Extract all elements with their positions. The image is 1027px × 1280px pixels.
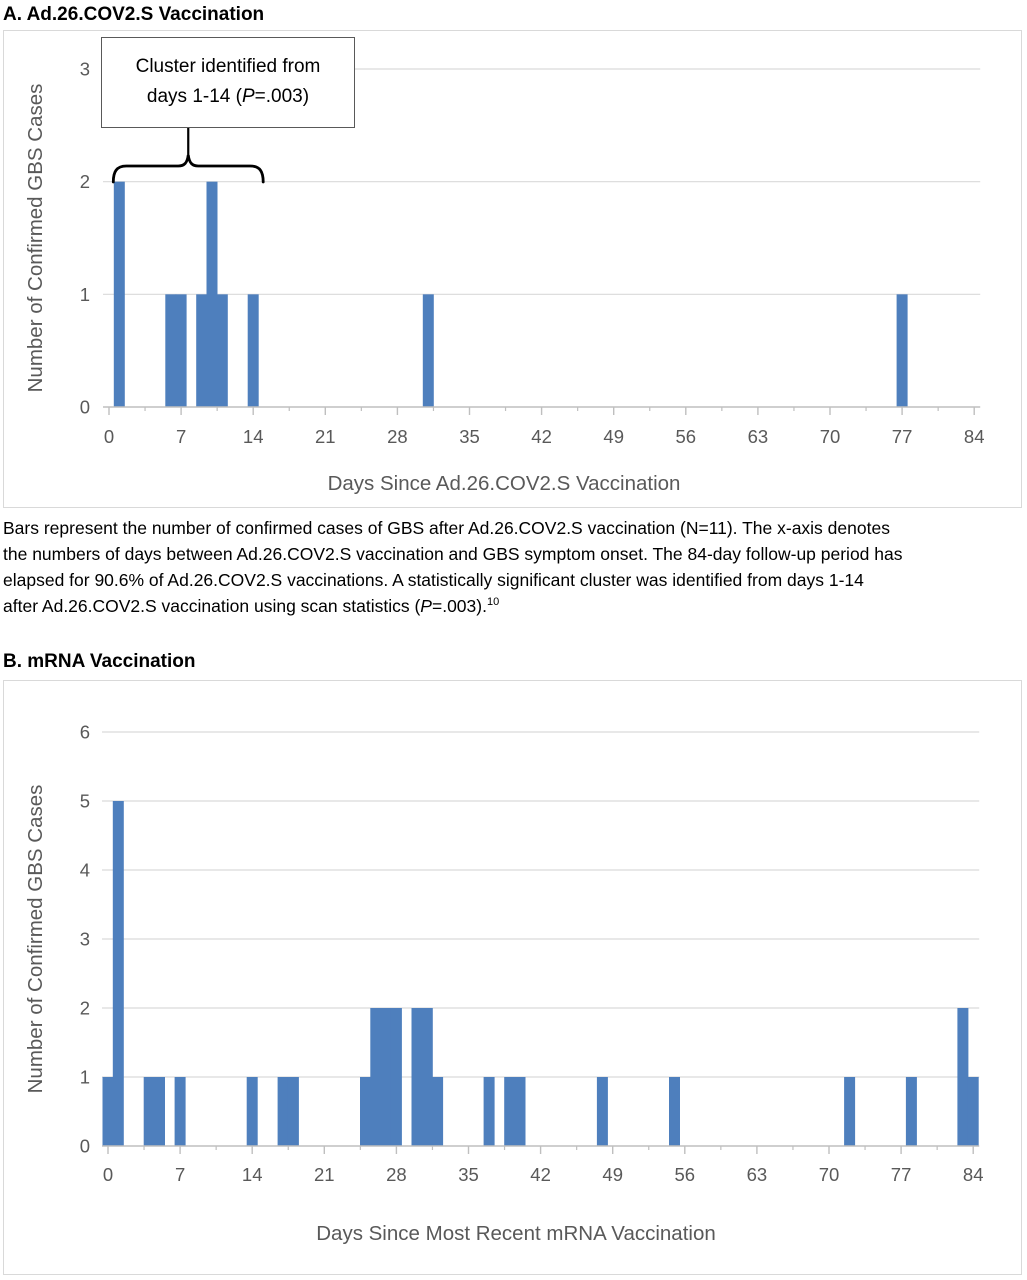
x-tick-label: 70 [819, 426, 841, 447]
x-tick-label: 63 [746, 1164, 768, 1185]
bar [207, 182, 218, 407]
bar [370, 1008, 381, 1146]
x-tick-label: 63 [747, 426, 769, 447]
x-tick-label: 49 [603, 426, 624, 447]
bar [217, 294, 228, 407]
x-axis-title: Days Since Ad.26.COV2.S Vaccination [327, 472, 681, 495]
text-segment: P [241, 86, 255, 107]
y-tick-label: 1 [79, 1066, 90, 1088]
panel-b-title: B. mRNA Vaccination [3, 651, 196, 672]
bar [144, 1077, 155, 1146]
bar [165, 294, 176, 407]
panel-a-title: A. Ad.26.COV2.S Vaccination [3, 4, 265, 25]
bar [422, 1008, 433, 1146]
panel-b-plot [4, 681, 1021, 1274]
text-segment: =.003). [431, 596, 487, 616]
y-axis-title: Number of Confirmed GBS Cases [24, 784, 47, 1094]
bar [968, 1077, 979, 1146]
bar [114, 182, 125, 407]
bar [504, 1077, 515, 1146]
x-tick-label: 42 [531, 426, 552, 447]
bar [423, 294, 434, 407]
annotation-line [102, 82, 354, 112]
bar [103, 1077, 114, 1146]
cluster-annotation-box [101, 37, 355, 128]
x-tick-label: 21 [315, 426, 336, 447]
bar [176, 294, 187, 407]
x-tick-label: 14 [241, 1164, 263, 1185]
x-tick-label: 84 [963, 426, 985, 447]
y-tick-label: 3 [79, 928, 90, 950]
bar [957, 1008, 968, 1146]
x-tick-label: 7 [174, 1164, 186, 1185]
x-tick-label: 0 [102, 1164, 114, 1185]
x-tick-label: 77 [891, 426, 913, 447]
y-tick-label: 0 [79, 1135, 90, 1157]
caption-line [3, 567, 1023, 593]
x-tick-label: 56 [674, 1164, 696, 1185]
bar [432, 1077, 443, 1146]
y-tick-label: 2 [79, 171, 90, 193]
y-tick-label: 0 [79, 396, 90, 418]
text-segment: the numbers of days between Ad.26.COV2.S vaccination and GBS symptom onset. The 84-day follow-up period has [3, 544, 903, 564]
x-tick-label: 84 [962, 1164, 984, 1185]
x-tick-label: 28 [386, 1164, 407, 1185]
bar [288, 1077, 299, 1146]
bar [412, 1008, 423, 1146]
y-tick-label: 1 [79, 283, 90, 305]
x-tick-label: 35 [459, 426, 480, 447]
x-tick-label: 14 [242, 426, 264, 447]
bar [196, 294, 207, 407]
bar [381, 1008, 392, 1146]
text-segment: days 1-14 ( [146, 86, 242, 107]
x-tick-label: 70 [818, 1164, 840, 1185]
x-tick-label: 35 [458, 1164, 479, 1185]
text-segment: Cluster identified from [135, 56, 321, 77]
bar [597, 1077, 608, 1146]
x-tick-label: 42 [530, 1164, 551, 1185]
y-tick-label: 4 [79, 859, 90, 881]
bar [844, 1077, 855, 1146]
x-tick-label: 21 [314, 1164, 335, 1185]
bar [897, 294, 908, 407]
x-tick-label: 0 [103, 426, 115, 447]
text-segment: =.003) [254, 86, 310, 107]
y-tick-label: 2 [79, 997, 90, 1019]
panel-a-chart [3, 30, 1022, 508]
bar [906, 1077, 917, 1146]
x-tick-label: 7 [175, 426, 187, 447]
x-axis-title: Days Since Most Recent mRNA Vaccination [316, 1222, 716, 1245]
text-segment: P [420, 596, 432, 616]
bar [154, 1077, 165, 1146]
caption-line [3, 593, 1023, 619]
panel-b-chart [3, 680, 1022, 1275]
bar [669, 1077, 680, 1146]
annotation-line [102, 52, 354, 82]
bar [278, 1077, 289, 1146]
bar [515, 1077, 526, 1146]
caption-line [3, 541, 1023, 567]
bar [175, 1077, 186, 1146]
x-tick-label: 28 [387, 426, 408, 447]
y-tick-label: 3 [79, 58, 90, 80]
cluster-brace [113, 155, 263, 182]
x-tick-label: 77 [890, 1164, 912, 1185]
panel-a-caption [3, 515, 1023, 619]
text-segment: elapsed for 90.6% of Ad.26.COV2.S vaccinations. A statistically significant cluster was identified from days 1-14 [3, 570, 864, 590]
x-tick-label: 56 [675, 426, 697, 447]
bar [247, 1077, 258, 1146]
text-segment: Bars represent the number of confirmed cases of GBS after Ad.26.COV2.S vaccination (N=11). The x-axis denotes [3, 518, 890, 538]
bar [113, 801, 124, 1146]
caption-line [3, 515, 1023, 541]
bar [484, 1077, 495, 1146]
text-segment: 10 [486, 596, 500, 609]
bar [360, 1077, 371, 1146]
bar [391, 1008, 402, 1146]
y-tick-label: 6 [79, 721, 90, 743]
bar [248, 294, 259, 407]
y-tick-label: 5 [79, 790, 90, 812]
y-axis-title: Number of Confirmed GBS Cases [24, 83, 47, 393]
x-tick-label: 49 [602, 1164, 623, 1185]
text-segment: after Ad.26.COV2.S vaccination using scan statistics ( [3, 596, 421, 616]
